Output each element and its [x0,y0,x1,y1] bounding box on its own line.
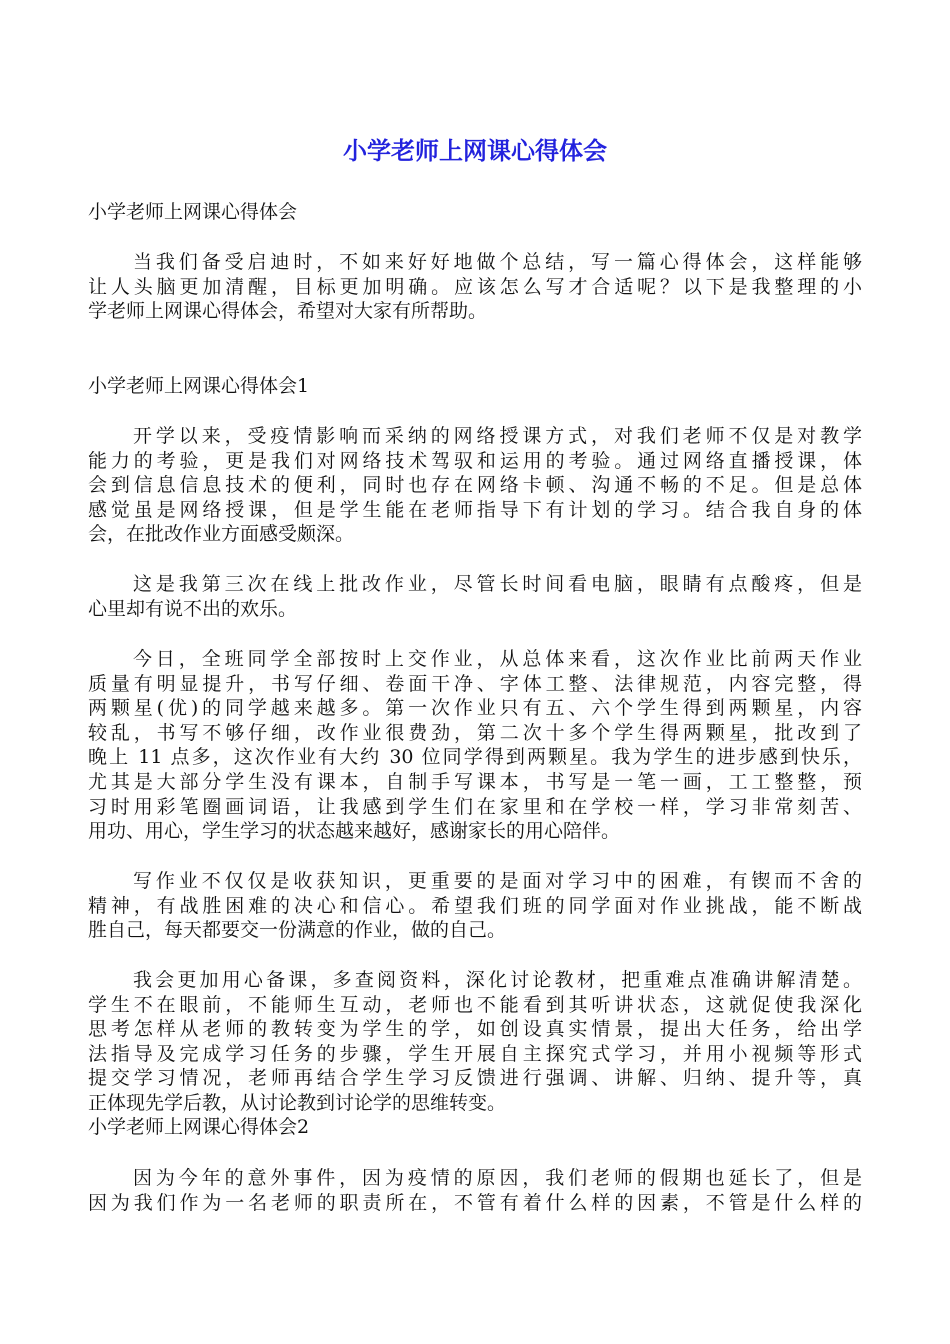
paragraph [88,1166,862,1215]
text-line: 用功、用心，学生学习的状态越来越好，感谢家长的用心陪伴。 [88,820,621,843]
text-line: 胜自己，每天都要交一份满意的作业，做的自己。 [88,919,507,942]
text-line: 尤其是大部分学生没有课本，自制手写课本，书写是一笔一画，工工整整，预 [88,770,862,793]
text-line: 今日，全班同学全部按时上交作业，从总体来看，这次作业比前两天作业 [133,648,862,670]
text-line: 因为我们作为一名老师的职责所在，不管有着什么样的因素，不管是什么样的 [88,1191,862,1214]
paragraph [88,869,862,943]
text-line: 能力的考验，更是我们对网络技术驾驭和运用的考验。通过网络直播授课，体 [88,449,862,472]
text-line: 提交学习情况，老师再结合学生学习反馈进行强调、讲解、归纳、提升等，真 [88,1067,862,1090]
text-line: 会到信息信息技术的便利，同时也存在网络卡顿、沟通不畅的不足。但是总体 [88,474,862,497]
text-line: 两颗星(优)的同学越来越多。第一次作业只有五、六个学生得到两颗星，内容 [88,697,862,720]
text-line: 法指导及完成学习任务的步骤，学生开展自主探究式学习，并用小视频等形式 [88,1042,862,1065]
text-line: 思考怎样从老师的教转变为学生的学，如创设真实情景，提出大任务，给出学 [88,1018,862,1041]
paragraph [88,572,862,621]
text-line: 这是我第三次在线上批改作业，尽管长时间看电脑，眼睛有点酸疼，但是 [133,573,862,595]
document-title: 小学老师上网课心得体会 [343,137,607,165]
text-line: 正体现先学后教，从讨论教到讨论学的思维转变。 [88,1091,507,1114]
text-line: 写作业不仅仅是收获知识，更重要的是面对学习中的困难，有锲而不舍的 [133,870,862,892]
paragraph [88,424,862,547]
text-line: 当我们备受启迪时，不如来好好地做个总结，写一篇心得体会，这样能够 [133,251,862,273]
text-line: 心里却有说不出的欢乐。 [88,597,298,620]
text-line: 开学以来，受疫情影响而采纳的网络授课方式，对我们老师不仅是对教学 [133,425,862,447]
text-line: 精神，有战胜困难的决心和信心。希望我们班的同学面对作业挑战，能不断战 [88,894,862,917]
section-heading-1: 小学老师上网课心得体会1 [88,375,310,397]
text-line: 晚上 11 点多，这次作业有大约 30 位同学得到两颗星。我为学生的进步感到快乐， [88,746,862,769]
paragraph [88,647,862,844]
section-heading-2: 小学老师上网课心得体会2 [88,1116,310,1138]
text-line: 感觉虽是网络授课，但是学生能在老师指导下有计划的学习。结合我自身的体 [88,498,862,521]
text-line: 让人头脑更加清醒，目标更加明确。应该怎么写才合适呢？以下是我整理的小 [88,275,862,298]
intro-paragraph [88,250,862,324]
paragraph [88,968,862,1116]
text-line: 质量有明显提升，书写仔细、卷面干净、字体工整、法律规范，内容完整，得 [88,672,862,695]
document-subtitle: 小学老师上网课心得体会 [88,201,298,223]
text-line: 学老师上网课心得体会，希望对大家有所帮助。 [88,300,488,323]
text-line: 较乱，书写不够仔细，改作业很费劲，第二次十多个学生得两颗星，批改到了 [88,721,862,744]
text-line: 会，在批改作业方面感受颇深。 [88,523,355,546]
text-line: 我会更加用心备课，多查阅资料，深化讨论教材，把重难点准确讲解清楚。 [133,969,862,991]
text-line: 因为今年的意外事件，因为疫情的原因，我们老师的假期也延长了，但是 [133,1167,862,1189]
text-line: 学生不在眼前，不能师生互动，老师也不能看到其听讲状态，这就促使我深化 [88,993,862,1016]
text-line: 习时用彩笔圈画词语，让我感到学生们在家里和在学校一样，学习非常刻苦、 [88,795,862,818]
